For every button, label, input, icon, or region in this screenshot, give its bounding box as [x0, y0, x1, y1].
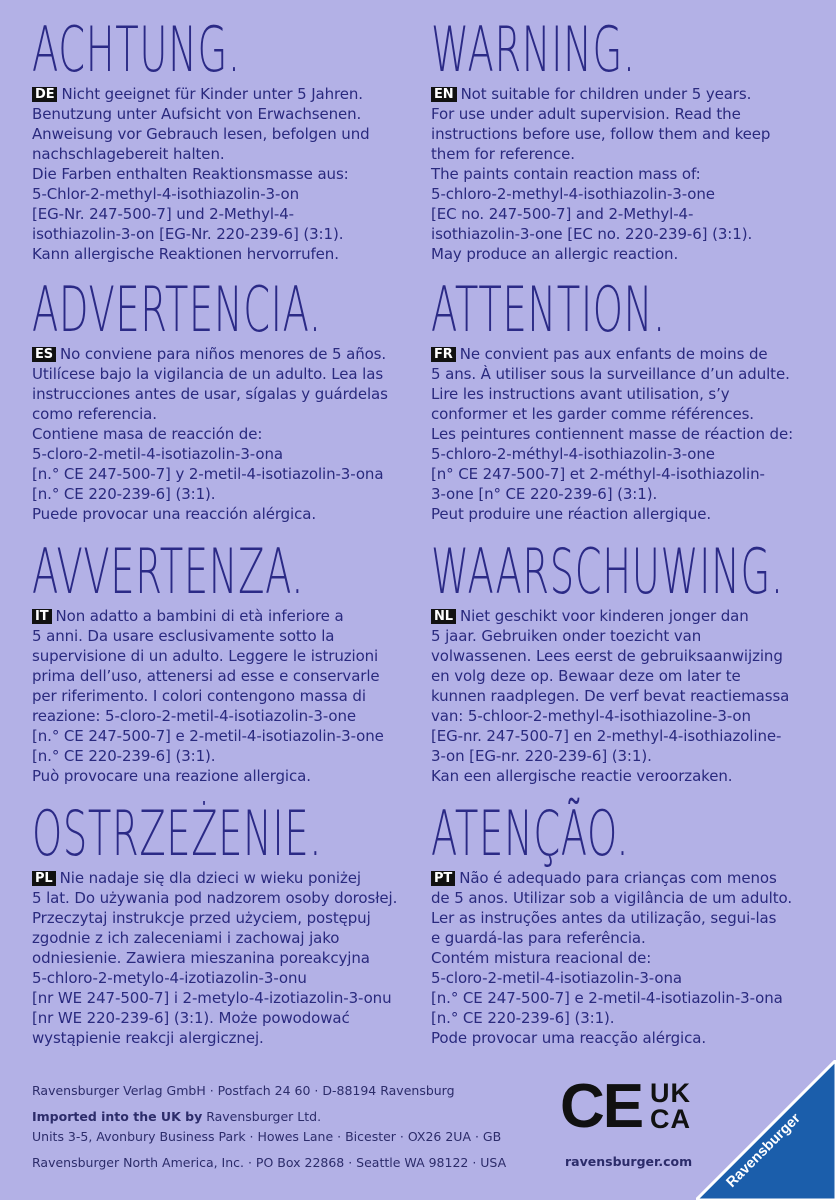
heading-de: ACHTUNG. — [32, 13, 241, 86]
footer-imported-company: Ravensburger Ltd. — [202, 1109, 322, 1124]
footer-imported-label: Imported into the UK by — [32, 1109, 203, 1124]
section-it — [32, 535, 427, 786]
lang-badge-pt: PT — [431, 871, 455, 886]
text-pl-content: Nie nadaje się dla dzieci w wieku poniżej 5 lat. Do używania pod nadzorem osoby dorosłej. Przeczytaj instrukcje przed użyciem, postępuj zgodnie z ich zaleceniami i zachowaj jako odniesienie. Zawiera mieszanina poreakcyjna 5-chloro-2-metylo-4-izotiazolin-3-onu [nr WE 247-500-7] i 2-metylo-4-izotiazolin-3-onu [nr WE 220-239-6] (3:1). Może powodować wystąpienie reakcji alergicznej. — [32, 869, 398, 1047]
text-pt-content: Não é adequado para crianças com menos de 5 anos. Utilizar sob a vigilância de um adulto. Ler as instruções antes da utilização, segui-las e guardá-las para referência. Contém mistura reacional de: 5-cloro-2-metil-4-isotiazolin-3-ona [n.° CE 247-500-7] e 2-metil-4-isotiazolin-3-ona [n.° CE 220-239-6] (3:1). Pode provocar uma reacção alérgica. — [431, 869, 792, 1047]
ukca-mark: UK CA — [650, 1078, 691, 1134]
lang-badge-es: ES — [32, 347, 56, 362]
section-de — [32, 13, 427, 264]
section-es — [32, 273, 427, 524]
section-pl — [32, 797, 427, 1048]
heading-it: AVVERTENZA. — [32, 535, 305, 608]
text-es-content: No conviene para niños menores de 5 años. Utilícese bajo la vigilancia de un adulto. Lea las instrucciones antes de usar, sígalas y guárdelas como referencia. Contiene masa de reacción de: 5-cloro-2-metil-4-isotiazolin-3-ona [n.° CE 247-500-7] y 2-metil-4-isotiazolin-3-ona [n.° CE 220-239-6] (3:1). Puede provocar una reacción alérgica. — [32, 345, 388, 523]
website-link[interactable]: ravensburger.com — [565, 1154, 693, 1169]
text-pl — [32, 868, 427, 1048]
lang-badge-pl: PL — [32, 871, 56, 886]
logo-text: Ravensburger — [723, 1110, 804, 1191]
ravensburger-logo-icon — [696, 1060, 836, 1200]
lang-badge-nl: NL — [431, 609, 456, 624]
heading-nl: WAARSCHUWING. — [431, 535, 784, 608]
text-pt — [431, 868, 826, 1048]
lang-badge-it: IT — [32, 609, 52, 624]
text-fr-content: Ne convient pas aux enfants de moins de 5 ans. À utiliser sous la surveillance d’un adulte. Lire les instructions avant utilisation, s’y conformer et les garder comme références. Les peintures contiennent masse de réaction de: 5-chloro-2-méthyl-4-isothiazolin-3-one [n° CE 247-500-7] et 2-méthyl-4-isothiazolin- 3-one [n° CE 220-239-6] (3:1). Peut produire une réaction allergique. — [431, 345, 794, 523]
section-pt — [431, 797, 826, 1048]
text-nl — [431, 606, 826, 786]
lang-badge-fr: FR — [431, 347, 456, 362]
footer-address-uk: Units 3-5, Avonbury Business Park · Howes Lane · Bicester · OX26 2UA · GB — [32, 1129, 502, 1144]
section-fr — [431, 273, 826, 524]
logo-triangle — [696, 1060, 836, 1200]
footer-address-de: Ravensburger Verlag GmbH · Postfach 24 60 · D-88194 Ravensburg — [32, 1083, 455, 1098]
text-it-content: Non adatto a bambini di età inferiore a 5 anni. Da usare esclusivamente sotto la supervisione di un adulto. Leggere le istruzioni prima dell’uso, attenersi ad esse e conservarle per riferimento. I colori contengono massa di reazione: 5-cloro-2-metil-4-isotiazolin-3-one [n.° CE 247-500-7] e 2-metil-4-isotiazolin-3-one [n.° CE 220-239-6] (3:1). Può provocare una reazione allergica. — [32, 607, 384, 785]
heading-es: ADVERTENCIA. — [32, 273, 322, 346]
footer-imported-line — [32, 1109, 321, 1125]
heading-pl: OSTRZEŻENIE. — [32, 797, 323, 870]
heading-pt: ATENÇÃO. — [431, 797, 630, 870]
text-nl-content: Niet geschikt voor kinderen jonger dan 5 jaar. Gebruiken onder toezicht van volwassenen. Lees eerst de gebruiksaanwijzing en volg deze op. Bewaar deze om later te kunnen raadplegen. De verf bevat reactiemassa van: 5-chloor-2-methyl-4-isothiazoline-3-on [EG-nr. 247-500-7] en 2-methyl-4-isothiazoline- 3-on [EG-nr. 220-239-6] (3:1). Kan een allergische reactie veroorzaken. — [431, 607, 790, 785]
text-es — [32, 344, 427, 524]
lang-badge-en: EN — [431, 87, 457, 102]
heading-fr: ATTENTION. — [431, 273, 666, 346]
lang-badge-de: DE — [32, 87, 57, 102]
text-it — [32, 606, 427, 786]
section-nl — [431, 535, 826, 786]
ce-mark: CE — [560, 1072, 643, 1141]
text-de-content: Nicht geeignet für Kinder unter 5 Jahren. Benutzung unter Aufsicht von Erwachsenen. Anweisung vor Gebrauch lesen, befolgen und nachschlagebereit halten. Die Farben enthalten Reaktionsmasse aus: 5-Chlor-2-methyl-4-isothiazolin-3-on [EG-Nr. 247-500-7] und 2-Methyl-4- isothiazolin-3-on [EG-Nr. 220-239-6] (3:1). Kann allergische Reaktionen hervorrufen. — [32, 85, 370, 263]
section-en — [431, 13, 826, 264]
heading-en: WARNING. — [431, 13, 636, 86]
text-en — [431, 84, 826, 264]
text-en-content: Not suitable for children under 5 years. For use under adult supervision. Read the instructions before use, follow them and keep them for reference. The paints contain reaction mass of: 5-chloro-2-methyl-4-isothiazolin-3-one [EC no. 247-500-7] and 2-Methyl-4- isothiazolin-3-one [EC no. 220-239-6] (3:1). May produce an allergic reaction. — [431, 85, 771, 263]
text-fr — [431, 344, 826, 524]
text-de — [32, 84, 427, 264]
footer-address-us: Ravensburger North America, Inc. · PO Box 22868 · Seattle WA 98122 · USA — [32, 1155, 507, 1170]
